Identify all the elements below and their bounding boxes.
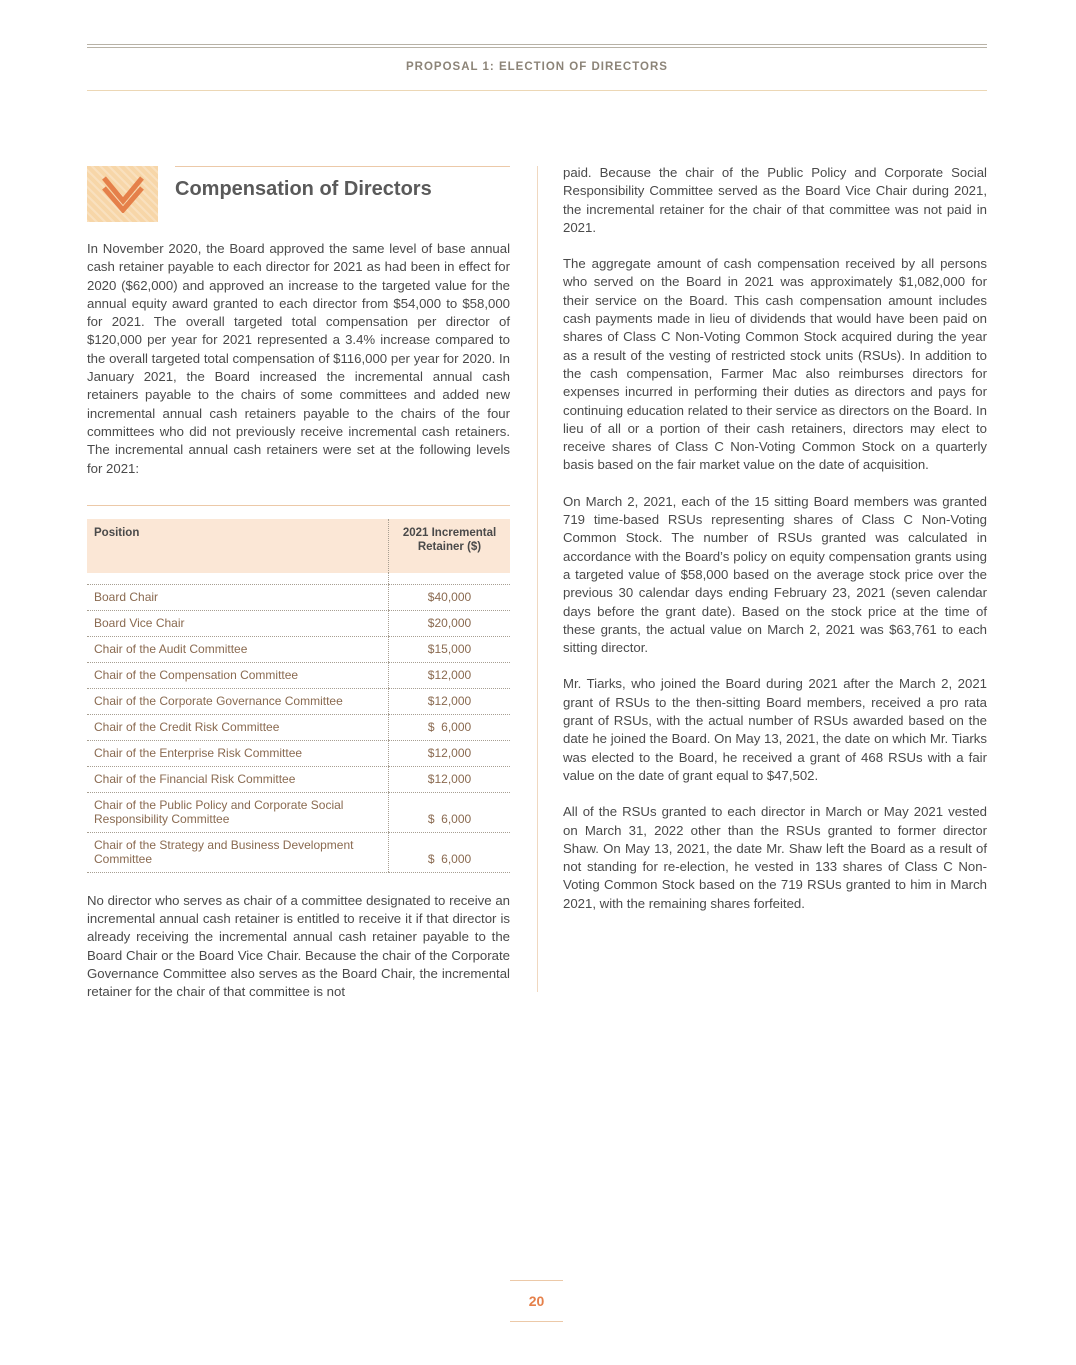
table-row [87,610,510,636]
retainer-cell: $40,000 [389,584,511,610]
page-number-rule-bottom [510,1321,563,1322]
retainer-cell: $20,000 [389,610,511,636]
continued-paragraph: paid. Because the chair of the Public Policy and Corporate Social Responsibility Committee served as the Board Vice Chair during 2021, the incremental retainer for the chair of that committee was not paid in 2021. [563,165,987,235]
left-column [87,166,510,1002]
position-cell: Board Vice Chair [87,610,389,636]
retainer-cell: $12,000 [389,740,511,766]
position-cell: Chair of the Strategy and Business Development Committee [87,832,389,872]
position-cell: Board Chair [87,584,389,610]
chair-eligibility-paragraph: No director who serves as chair of a committee designated to receive an incremental annual cash retainer is entitled to receive it if that director is already receiving the incremental annual cash retainer payable to the Board Chair or the Board Vice Chair. Because the chair of the Corporate Governance Committee also serves as the Board Chair, the incremental retainer for the chair of that committee is not [87,892,510,1000]
column-divider [537,166,538,992]
header-rule [87,44,987,45]
position-cell: Chair of the Corporate Governance Committee [87,688,389,714]
header-bottom-rule [87,90,987,91]
retainer-cell: $12,000 [389,766,511,792]
retainer-cell: $ 6,000 [389,792,511,832]
intro-paragraph: In November 2020, the Board approved the same level of base annual cash retainer payable to each director for 2021 as had been in effect for 2020 ($62,000) and approved an increase to the targeted value for the annual equity award granted to each director from $54,000 to $58,000 for 2021. The overall targeted total compensation per director of $120,000 per year for 2021 represented a 3.4% increase compared to the overall targeted total compensation of $116,000 per year for 2020. In January 2021, the Board increased the incremental annual cash retainers payable to the chairs of some committees and added new incremental annual cash retainers payable to the chairs of the four committees who did not previously receive incremental cash retainers. The incremental annual cash retainers were set at the following levels for 2021: [87,241,510,476]
table-row [87,832,510,872]
table-row [87,636,510,662]
position-cell: Chair of the Compensation Committee [87,662,389,688]
position-cell: Chair of the Enterprise Risk Committee [87,740,389,766]
page-number-rule [510,1280,563,1281]
title-rule [175,166,510,167]
table-row [87,688,510,714]
column-header-retainer: 2021 Incremental Retainer ($) [389,519,511,573]
section-title-row [87,166,510,222]
retainer-cell: $12,000 [389,662,511,688]
page-number: 20 [528,1293,545,1309]
chevron-mark-icon [87,166,158,222]
rsu-vesting-paragraph: All of the RSUs granted to each director in March or May 2021 vested on March 31, 2022 other than the RSUs granted to former director Shaw. On May 13, 2021, the date Mr. Shaw left the Board as a result of not standing for re-election, he vested in 133 shares of Class C Non-Voting Common Stock based on the 719 RSUs granted to him in March 2021, with the remaining shares forfeited. [563,804,987,911]
table-row [87,662,510,688]
section-title: Compensation of Directors [175,178,432,200]
position-cell: Chair of the Financial Risk Committee [87,766,389,792]
tiarks-grant-paragraph: Mr. Tiarks, who joined the Board during 2021 after the March 2, 2021 grant of RSUs to the then-sitting Board members, received a pro rata grant of RSUs, with the actual number of RSUs awarded based on the date he joined the Board. On May 13, 2021, the date on which Mr. Tiarks was elected to the Board, he received a grant of 468 RSUs with a fair value on the date of grant equal to $47,502. [563,676,987,783]
column-header-position: Position [87,519,389,573]
position-cell: Chair of the Credit Risk Committee [87,714,389,740]
retainer-cell: $12,000 [389,688,511,714]
right-column [563,164,987,913]
table-row [87,714,510,740]
position-cell: Chair of the Audit Committee [87,636,389,662]
table-top-rule [87,505,510,506]
retainer-table-block [87,505,510,873]
position-cell: Chair of the Public Policy and Corporate Social Responsibility Committee [87,792,389,832]
table-row [87,792,510,832]
table-row [87,584,510,610]
retainer-cell: $ 6,000 [389,832,511,872]
header-rule-double [87,47,987,48]
retainer-cell: $ 6,000 [389,714,511,740]
running-header: PROPOSAL 1: ELECTION OF DIRECTORS [406,61,668,73]
table-header-row [87,519,510,573]
table-row [87,766,510,792]
table-row [87,740,510,766]
retainer-table [87,519,510,873]
chevron-logo-graphic [101,175,145,213]
table-spacer-row [87,573,510,585]
retainer-cell: $15,000 [389,636,511,662]
rsu-grant-paragraph: On March 2, 2021, each of the 15 sitting Board members was granted 719 time-based RSUs representing shares of Class C Non-Voting Common Stock. The number of RSUs granted was calculated in accordance with the Board’s policy on equity compensation grants using a targeted value of $58,000 based on the average stock price over the previous 30 calendar days ending February 23, 2021 (seven calendar days before the grant date). Based on the stock price at the time of these grants, the actual value on March 2, 2021 was $63,761 to each sitting director. [563,493,987,656]
aggregate-compensation-paragraph: The aggregate amount of cash compensation received by all persons who served on the Board in 2021 was approximately $1,082,000 for their service on the Board. This cash compensation amount includes cash payments made in lieu of dividends that would have been paid on shares of Class C Non-Voting Common Stock acquired during the year as a result of the vesting of restricted stock units (RSUs). In addition to the cash compensation, Farmer Mac also reimburses directors for expenses incurred in performing their duties as directors and pays for continuing education related to their service as directors on the Board. In lieu of all or a portion of their cash retainers, directors may elect to receive shares of Class C Non-Voting Common Stock on a quarterly basis based on the fair market value on the date of acquisition. [563,256,987,473]
